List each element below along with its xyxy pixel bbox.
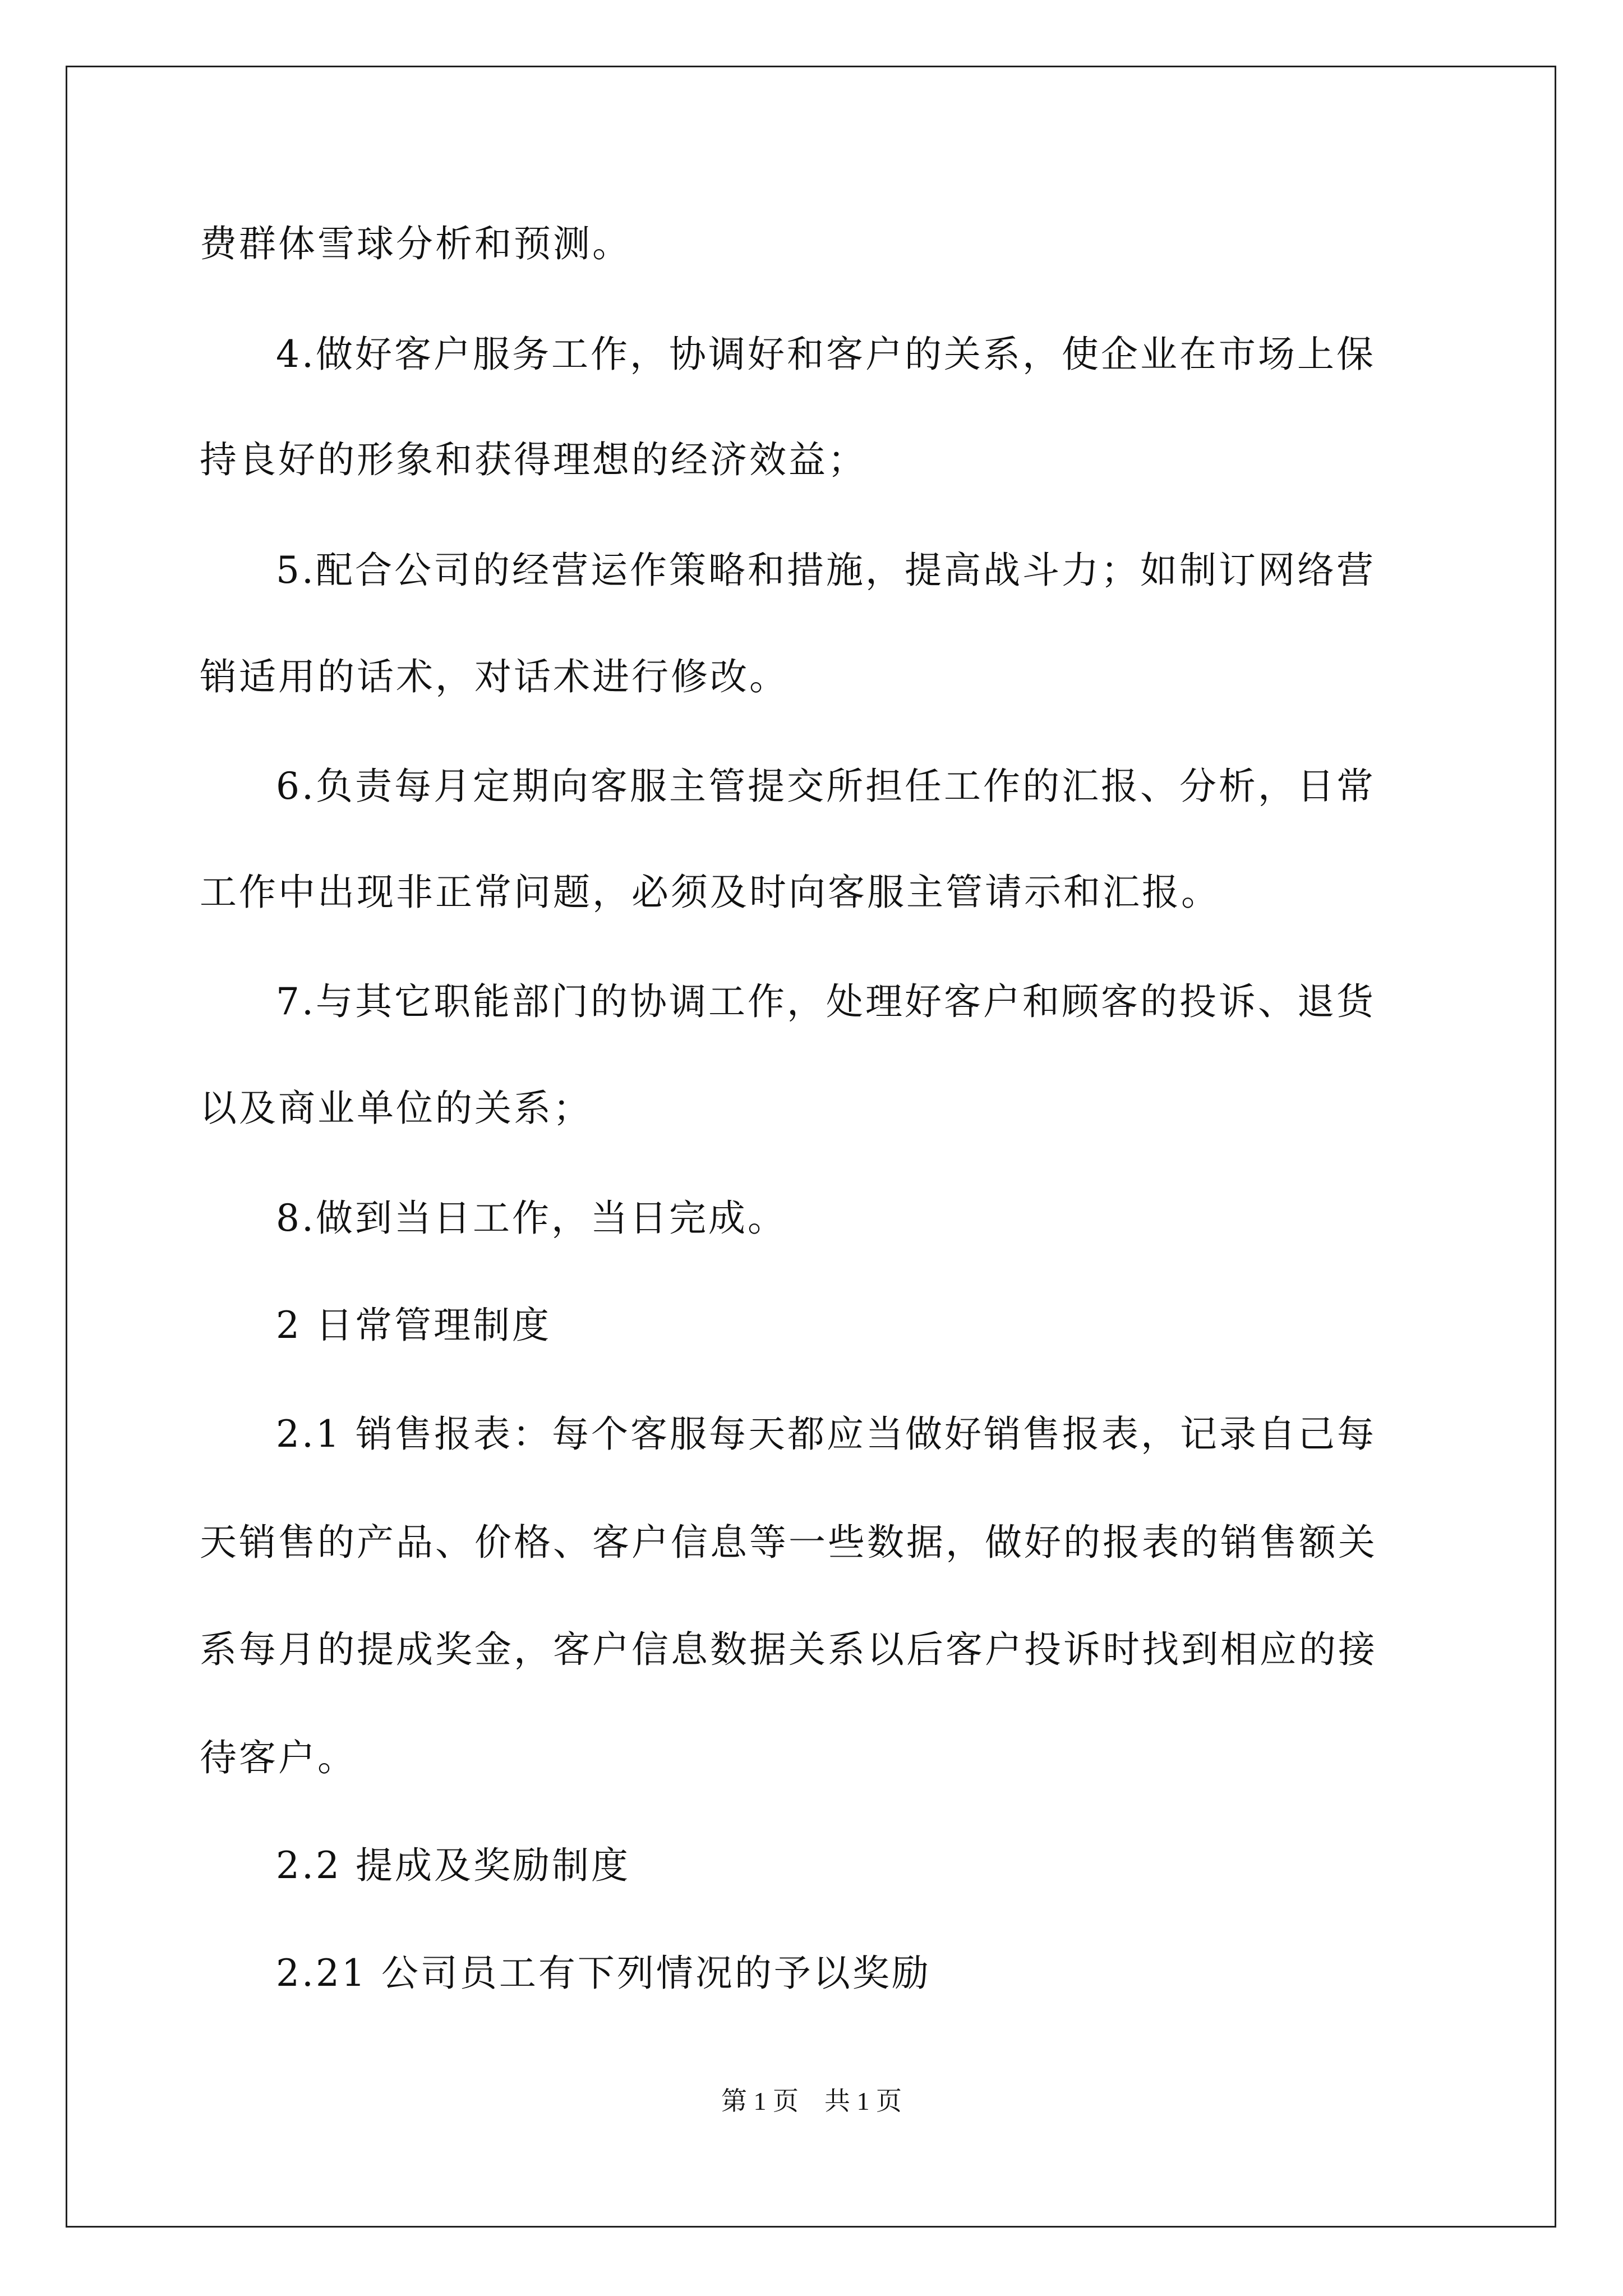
text-line: 天销售的产品、价格、客户信息等一些数据，做好的报表的销售额关 <box>200 1521 1377 1564</box>
text-line: 销适用的话术，对话术进行修改。 <box>200 655 789 698</box>
text-line: 待客户。 <box>200 1736 357 1779</box>
text-line: 8.做到当日工作，当日完成。 <box>276 1197 787 1240</box>
text-line: 费群体雪球分析和预测。 <box>200 222 631 265</box>
text-line: 系每月的提成奖金，客户信息数据关系以后客户投诉时找到相应的接 <box>200 1628 1377 1671</box>
subsection-heading: 2.2 提成及奖励制度 <box>276 1844 630 1887</box>
text-line: 以及商业单位的关系； <box>200 1087 592 1130</box>
text-line: 2.21 公司员工有下列情况的予以奖励 <box>276 1952 931 1995</box>
text-line: 4.做好客户服务工作，协调好和客户的关系，使企业在市场上保 <box>276 333 1376 376</box>
page-footer: 第 1 页 共 1 页 <box>721 2087 902 2115</box>
page-border <box>66 66 1556 2228</box>
text-line: 7.与其它职能部门的协调工作，处理好客户和顾客的投诉、退货 <box>276 980 1376 1023</box>
text-line: 持良好的形象和获得理想的经济效益； <box>200 438 867 481</box>
text-line: 2.1 销售报表：每个客服每天都应当做好销售报表，记录自己每 <box>276 1412 1376 1456</box>
section-heading: 2 日常管理制度 <box>276 1304 551 1347</box>
text-line: 5.配合公司的经营运作策略和措施，提高战斗力；如制订网络营 <box>276 549 1376 592</box>
text-line: 6.负责每月定期向客服主管提交所担任工作的汇报、分析，日常 <box>276 765 1376 808</box>
text-line: 工作中出现非正常问题，必须及时向客服主管请示和汇报。 <box>200 871 1220 914</box>
